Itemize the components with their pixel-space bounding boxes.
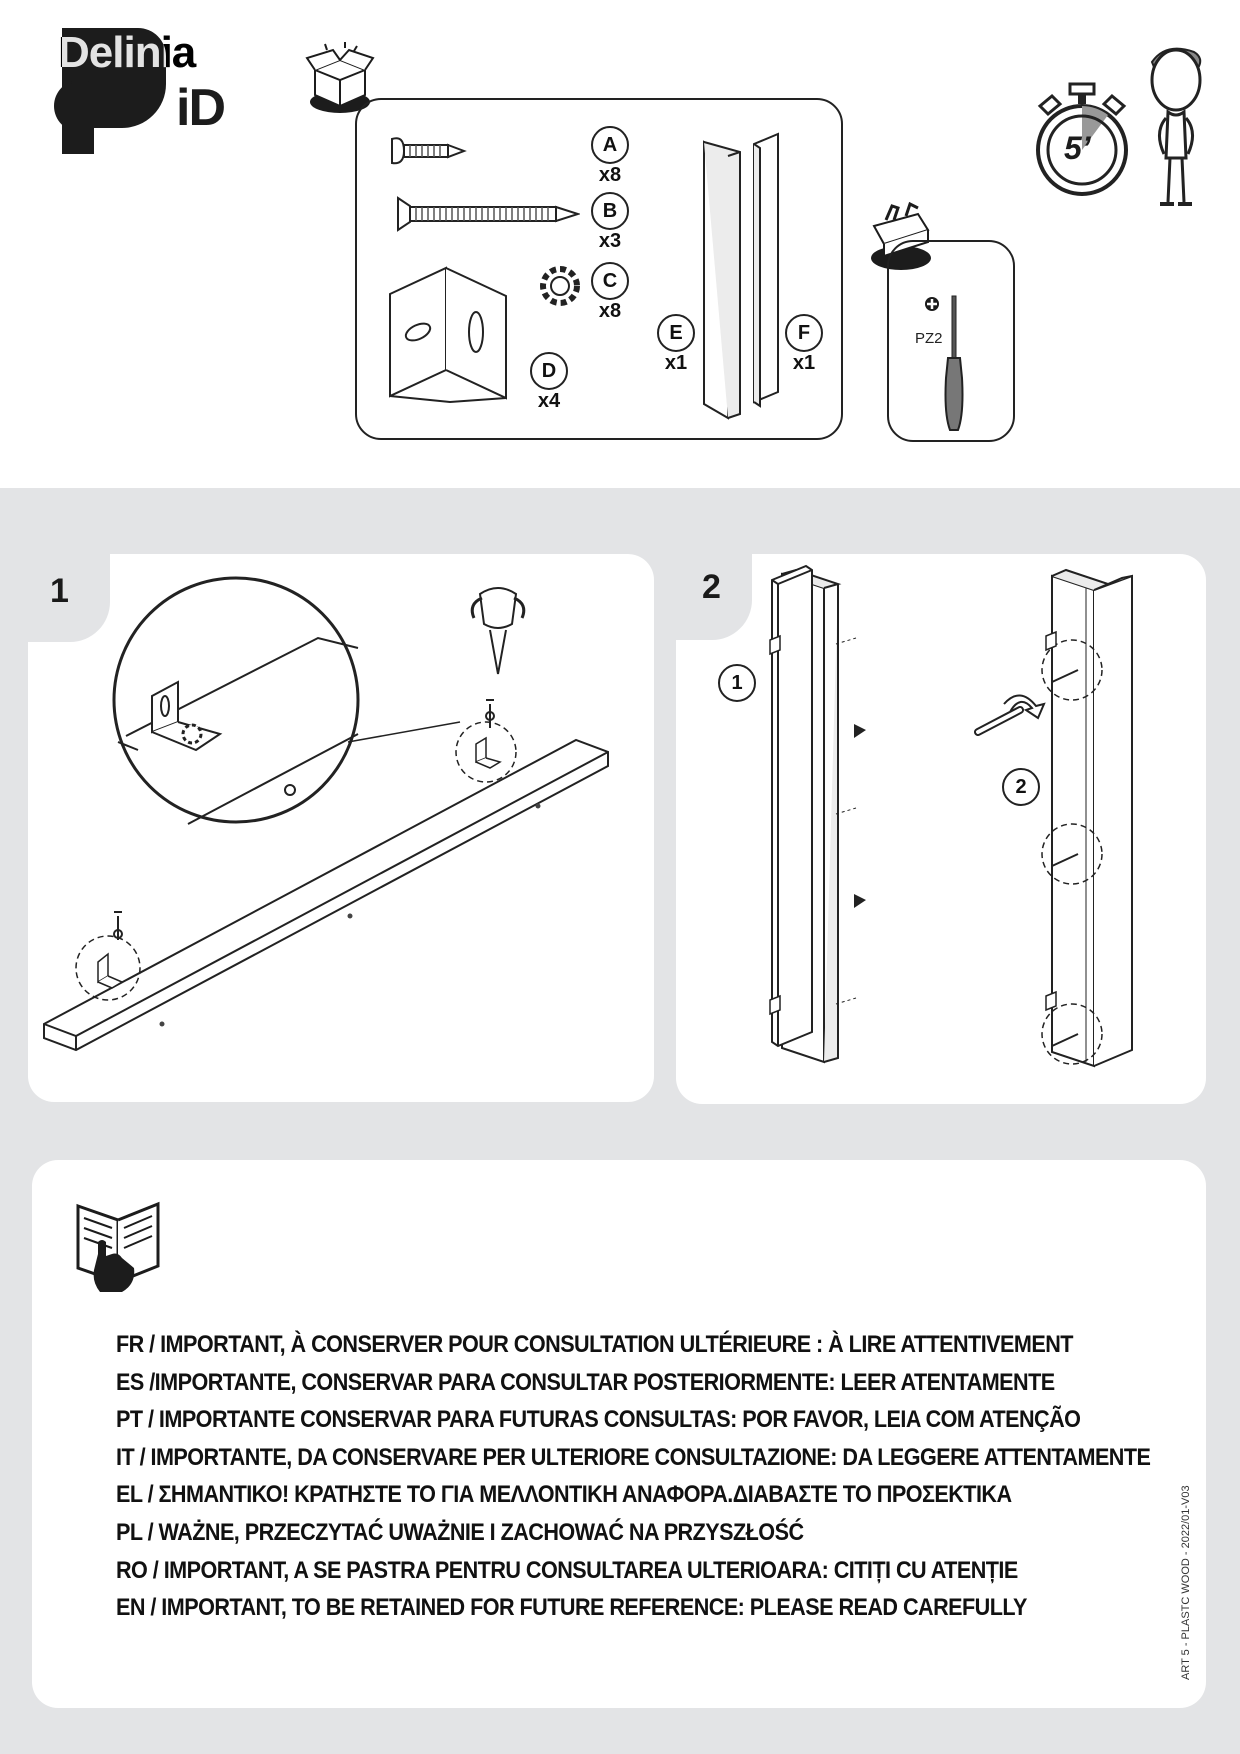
step-1-illustration: [28, 554, 654, 1102]
plank-f-icon: [750, 130, 786, 408]
screwdriver-icon: [942, 294, 966, 434]
substep-2-label: 2: [1002, 768, 1040, 806]
part-f-label: F x1: [782, 314, 826, 375]
person-icon: [1142, 42, 1210, 208]
part-d-label: D x4: [527, 352, 571, 413]
phillips-icon: [924, 296, 940, 312]
notice-text: [116, 1326, 1156, 1627]
part-b-label: B x3: [588, 192, 632, 253]
read-manual-icon: [72, 1196, 172, 1296]
brand-name: Delinia: [58, 28, 196, 77]
notice-line-fr: FR / IMPORTANT, À CONSERVER POUR CONSULTATION ULTÉRIEURE : À LIRE ATTENTIVEMENT: [116, 1331, 1073, 1358]
notice-line-ro: RO / IMPORTANT, A SE PASTRA PENTRU CONSULTAREA ULTERIOARA: CITIȚI CU ATENȚIE: [116, 1556, 1018, 1584]
screw-b-icon: [396, 196, 580, 232]
step-1-number: 1: [50, 572, 69, 610]
notice-line-el: EL / ΣΗΜΑΝΤΙΚΟ! ΚΡΑΤΗΣΤΕ ΤΟ ΓΙΑ ΜΕΛΛΟΝΤΙΚΗ ΑΝΑΦΟΡΑ.ΔΙΑΒΑΣΤΕ ΤΟ ΠΡΟΣΕΚΤΙΚΑ: [116, 1481, 1012, 1509]
notice-line-pl: PL / WAŻNE, PRZECZYTAĆ UWAŻNIE I ZACHOWAĆ NA PRZYSZŁOŚĆ: [116, 1518, 804, 1546]
bracket-d-icon: [388, 264, 518, 404]
part-e-label: E x1: [654, 314, 698, 375]
screwdriver-label: PZ2: [915, 330, 943, 347]
timer-label: 5’: [1064, 130, 1091, 166]
part-a-label: A x8: [588, 126, 632, 187]
step-1-panel: [28, 554, 654, 1102]
washer-c-icon: [536, 262, 584, 310]
brand-sub: iD: [176, 79, 224, 137]
step-2-number: 2: [702, 568, 721, 606]
step-2-panel: [676, 554, 1206, 1104]
part-c-label: C x8: [588, 262, 632, 323]
notice-line-pt: PT / IMPORTANTE CONSERVAR PARA FUTURAS CONSULTAS: POR FAVOR, LEIA COM ATENÇÃO: [116, 1406, 1081, 1434]
document-reference: ART 5 - PLASTC WOOD - 2022/01-V03: [1180, 1485, 1192, 1680]
screw-a-icon: [388, 135, 468, 167]
substep-1-label: 1: [718, 664, 756, 702]
notice-line-en: EN / IMPORTANT, TO BE RETAINED FOR FUTURE REFERENCE: PLEASE READ CAREFULLY: [116, 1594, 1027, 1622]
step-2-illustration: [676, 554, 1206, 1104]
notice-line-es: ES /IMPORTANTE, CONSERVAR PARA CONSULTAR POSTERIORMENTE: LEER ATENTAMENTE: [116, 1368, 1055, 1396]
notice-line-it: IT / IMPORTANTE, DA CONSERVARE PER ULTERIORE CONSULTAZIONE: DA LEGGERE ATTENTAMENTE: [116, 1443, 1151, 1471]
plank-e-icon: [700, 138, 748, 420]
